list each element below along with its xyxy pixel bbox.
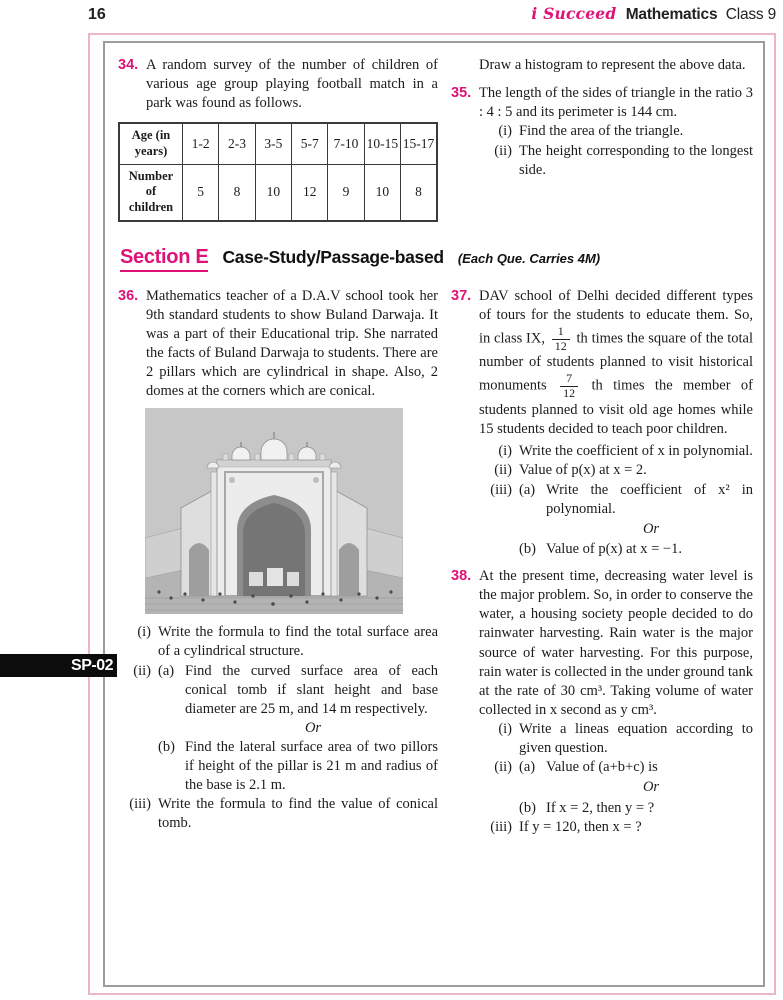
fraction-denominator: 12 xyxy=(563,386,576,401)
table-cell: 10-15 xyxy=(364,123,400,164)
sub-question xyxy=(479,799,753,818)
sub-question-sublabel: (b) xyxy=(158,738,175,755)
question-35-text: The length of the sides of triangle in the ratio 3 : 4 : 5 and its perimeter is 144 cm. xyxy=(479,85,753,121)
table-cell: 8 xyxy=(219,164,255,220)
question-34-continuation xyxy=(451,56,753,75)
question-number-spacer xyxy=(451,56,479,75)
question-36-text: Mathematics teacher of a D.A.V school took her 9th standard students to show Buland Darwaja. It was a part of their Educational trip. She narrated the facts of Buland Darwaja to students. There are 2 pillars which are cylindrical in shape. Also, 2 domes at the corners which are conical. xyxy=(146,287,438,400)
page-border-pink xyxy=(88,33,776,995)
sub-question-text: Find the lateral surface area of two pillors if height of the pillar is 21 m and radius of the base is 2.1 m. xyxy=(185,738,438,794)
question-35-body xyxy=(479,84,753,180)
table-cell: 15-17 xyxy=(401,123,437,164)
or-separator: Or xyxy=(304,719,322,736)
sub-question-sublabel: (b) xyxy=(519,540,536,557)
question-38 xyxy=(451,567,753,837)
table-row-children xyxy=(119,164,437,220)
fraction-7-12 xyxy=(560,372,578,401)
table-row-age xyxy=(119,123,437,164)
table-row-label: Number of children xyxy=(119,164,183,220)
buland-darwaja-photo xyxy=(145,408,403,614)
table-cell: 10 xyxy=(255,164,291,220)
table-cell: 10 xyxy=(364,164,400,220)
sub-question-label: (i) xyxy=(137,624,151,641)
sub-question-label: (iii) xyxy=(129,796,151,813)
question-38-text: At the present time, decreasing water level is the major problem. So, in order to conserve the water, a housing society people decided to do rainwater harvesting. Rain water is the major source of water harvesting. For this purpose, rain water is collected in the under ground tank at the rate of 30 cm³. Taking volume of water collected in x second as y cm³. xyxy=(479,568,753,718)
sub-question xyxy=(118,795,438,833)
sub-question-label: (ii) xyxy=(133,662,151,679)
brand-logo: i Succeed xyxy=(531,4,617,23)
question-34-continuation-text: Draw a histogram to represent the above data. xyxy=(479,57,746,73)
sub-question-text: Value of p(x) at x = −1. xyxy=(546,540,682,557)
sub-question-sublabel: (b) xyxy=(519,799,536,816)
sub-question-label: (ii) xyxy=(494,142,512,159)
question-36-number: 36. xyxy=(118,287,139,304)
sub-question xyxy=(118,662,438,719)
sub-question xyxy=(479,758,753,777)
sub-question-text: Value of p(x) at x = 2. xyxy=(519,462,647,479)
sub-question-label: (ii) xyxy=(494,759,512,776)
table-cell: 8 xyxy=(401,164,437,220)
question-37 xyxy=(451,287,753,560)
question-34-number: 34. xyxy=(118,57,139,73)
sub-question xyxy=(479,461,753,480)
sub-question-label xyxy=(118,738,158,795)
fraction-denominator: 12 xyxy=(554,338,567,353)
question-37-text-part: th times the member of students planned to visit old age homes while 15 students decided to teach poor children. xyxy=(479,378,753,438)
sub-question xyxy=(479,142,753,180)
sub-question-text: If y = 120, then x = ? xyxy=(519,818,642,835)
page-border-gray xyxy=(103,41,765,987)
question-35-number: 35. xyxy=(451,85,472,102)
question-34 xyxy=(118,56,438,113)
fraction-numerator: 1 xyxy=(552,325,570,340)
question-34-text: A random survey of the number of children of various age group playing football match in a park was found as follows. xyxy=(146,57,438,112)
brand-header xyxy=(531,4,776,24)
question-38-body xyxy=(479,567,753,837)
fraction-1-12 xyxy=(552,325,570,354)
page-content xyxy=(105,43,763,844)
sub-question-text: If x = 2, then y = ? xyxy=(546,799,655,816)
or-separator: Or xyxy=(642,779,660,796)
or-separator: Or xyxy=(642,520,660,537)
sub-question-text: Write the formula to find the value of conical tomb. xyxy=(158,796,438,832)
column-left xyxy=(118,287,438,844)
sub-question-sublabel: (a) xyxy=(158,662,175,679)
sub-question xyxy=(479,720,753,758)
question-38-number: 38. xyxy=(451,568,472,585)
page-header xyxy=(88,4,776,24)
brand-subject: Mathematics xyxy=(625,6,718,23)
section-e-header xyxy=(120,246,753,272)
sub-question-text: Find the area of the triangle. xyxy=(519,123,684,140)
sub-question xyxy=(479,442,753,461)
table-cell: 5 xyxy=(183,164,219,220)
sub-question xyxy=(479,481,753,519)
question-37-text-part: DAV school of Delhi decided different types of tours for the students to educate them. So, in class IX, xyxy=(479,287,753,347)
sub-question-label: (i) xyxy=(498,123,512,140)
sub-question-label: (iii) xyxy=(490,481,512,498)
sub-question-text: Write a lineas equation according to given question. xyxy=(519,721,753,757)
table-cell: 9 xyxy=(328,164,364,220)
sub-question xyxy=(479,540,753,559)
sub-question-label: (ii) xyxy=(494,462,512,479)
section-label: Section E xyxy=(120,246,208,272)
fraction-numerator: 7 xyxy=(560,372,578,387)
table-cell: 3-5 xyxy=(255,123,291,164)
sub-question-label: (i) xyxy=(498,443,512,460)
table-cell: 12 xyxy=(292,164,328,220)
row-questions-34-35 xyxy=(118,56,753,222)
sub-question-label xyxy=(479,799,519,818)
page-number: 16 xyxy=(88,6,106,23)
row-questions-36-38 xyxy=(118,287,753,844)
table-cell: 7-10 xyxy=(328,123,364,164)
section-note: (Each Que. Carries 4M) xyxy=(457,250,601,266)
table-cell: 1-2 xyxy=(183,123,219,164)
sub-question-sublabel: (a) xyxy=(519,759,536,776)
spine-tab: SP-02 xyxy=(0,654,117,677)
sub-question-label: (iii) xyxy=(490,818,512,835)
sub-question-text: Write the coefficient of x² in polynomial. xyxy=(546,481,753,517)
question-37-number: 37. xyxy=(451,287,472,304)
question-37-text-part: th times the square of the total number of students planned to visit historical monuments xyxy=(479,330,753,395)
sub-question-label: (i) xyxy=(498,721,512,738)
column-right xyxy=(451,56,753,222)
sub-question-text: Value of (a+b+c) is xyxy=(546,759,658,776)
sub-question-text: Write the formula to find the total surface area of a cylindrical structure. xyxy=(158,624,438,660)
age-frequency-table xyxy=(118,122,438,221)
sub-question xyxy=(118,738,438,795)
sub-question-text: The height corresponding to the longest side. xyxy=(519,142,753,178)
column-left xyxy=(118,56,438,222)
column-right xyxy=(451,287,753,844)
table-cell: 5-7 xyxy=(292,123,328,164)
question-36 xyxy=(118,287,438,402)
sub-question xyxy=(479,122,753,141)
sub-question-text: Write the coefficient of x in polynomial. xyxy=(519,443,753,460)
sub-question-text: Find the curved surface area of each conical tomb if slant height and base diameter are 25 m, and 14 m respectively. xyxy=(185,662,438,717)
sub-question-label xyxy=(479,540,519,559)
brand-class: Class 9 xyxy=(725,6,776,23)
table-cell: 2-3 xyxy=(219,123,255,164)
question-35 xyxy=(451,84,753,180)
table-row-label: Age (in years) xyxy=(119,123,183,164)
sub-question xyxy=(479,818,753,837)
sub-question-sublabel: (a) xyxy=(519,481,536,498)
section-title: Case-Study/Passage-based xyxy=(222,246,444,267)
question-37-body xyxy=(479,287,753,560)
sub-question xyxy=(118,623,438,661)
